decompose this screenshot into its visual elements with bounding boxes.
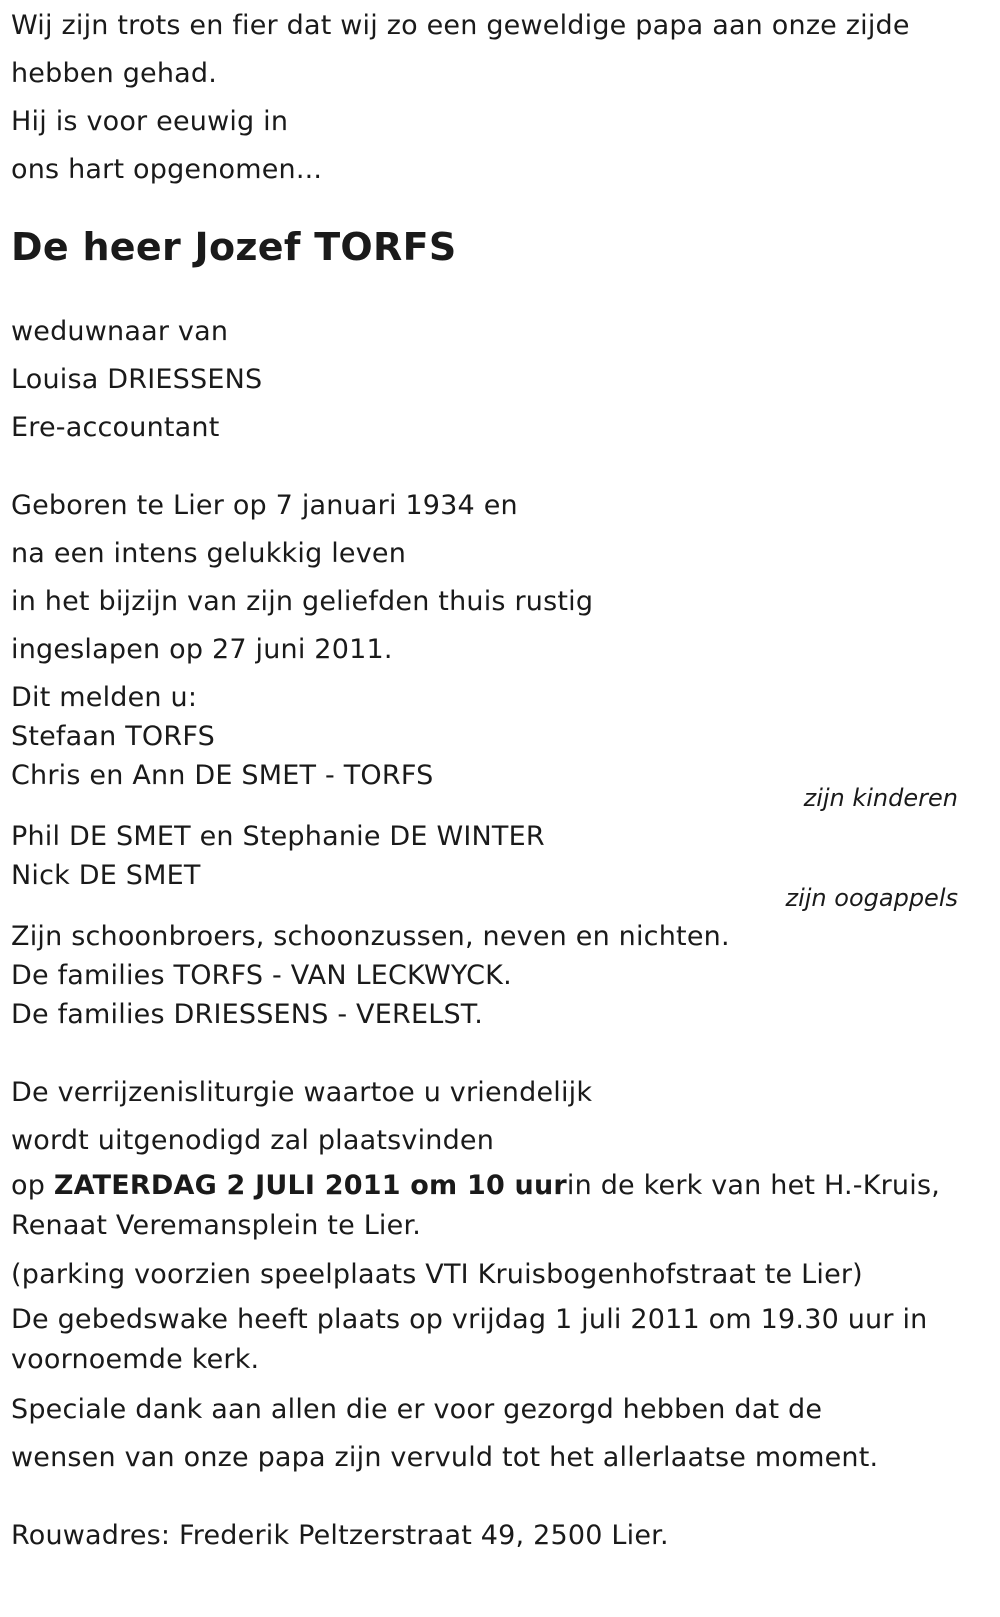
- intro-line-3: Hij is voor eeuwig in: [11, 106, 289, 137]
- life-line-1: Geboren te Lier op 7 januari 1934 en: [11, 490, 518, 521]
- grandchild-name: Phil DE SMET en Stephanie DE WINTER: [11, 821, 545, 852]
- intro-line-1: Wij zijn trots en fier dat wij zo een geweldige papa aan onze zijde: [11, 10, 910, 41]
- child-name: Stefaan TORFS: [11, 721, 215, 752]
- relatives-line: De families DRIESSENS - VERELST.: [11, 999, 484, 1030]
- deceased-name: De heer Jozef TORFS: [11, 225, 457, 269]
- grandchild-name: Nick DE SMET: [11, 860, 201, 891]
- ceremony-prefix: op: [11, 1170, 54, 1201]
- ceremony-details: [11, 1166, 971, 1246]
- child-name: Chris en Ann DE SMET - TORFS: [11, 760, 434, 791]
- grandchildren-role: zijn oogappels: [785, 884, 958, 912]
- ceremony-datetime: ZATERDAG 2 JULI 2011 om 10 uur: [53, 1170, 567, 1201]
- parking-info: (parking voorzien speelplaats VTI Kruisbogenhofstraat te Lier): [11, 1259, 863, 1290]
- spouse-name: Louisa DRIESSENS: [11, 364, 263, 395]
- ceremony-line-2: wordt uitgenodigd zal plaatsvinden: [11, 1125, 495, 1156]
- vigil-info: De gebedswake heeft plaats op vrijdag 1 juli 2011 om 19.30 uur in voornoemde kerk.: [11, 1304, 928, 1375]
- intro-line-2: hebben gehad.: [11, 58, 218, 89]
- ceremony-line-1: De verrijzenisliturgie waartoe u vriendelijk: [11, 1077, 593, 1108]
- profession: Ere-accountant: [11, 412, 220, 443]
- life-line-4: ingeslapen op 27 juni 2011.: [11, 634, 393, 665]
- relatives-line: De families TORFS - VAN LECKWYCK.: [11, 960, 512, 991]
- announce-intro: Dit melden u:: [11, 682, 198, 713]
- relatives-line: Zijn schoonbroers, schoonzussen, neven en nichten.: [11, 921, 730, 952]
- children-role: zijn kinderen: [803, 784, 958, 812]
- life-line-3: in het bijzijn van zijn geliefden thuis rustig: [11, 586, 594, 617]
- ceremony-location: in de kerk van het H.-Kruis, Renaat Veremansplein te Lier.: [11, 1170, 940, 1241]
- intro-line-4: ons hart opgenomen...: [11, 154, 323, 185]
- thanks-line-2: wensen van onze papa zijn vervuld tot het allerlaatse moment.: [11, 1442, 879, 1473]
- mourning-address: Rouwadres: Frederik Peltzerstraat 49, 2500 Lier.: [11, 1520, 669, 1551]
- thanks-line-1: Speciale dank aan allen die er voor gezorgd hebben dat de: [11, 1394, 823, 1425]
- life-line-2: na een intens gelukkig leven: [11, 538, 407, 569]
- spouse-label: weduwnaar van: [11, 316, 229, 347]
